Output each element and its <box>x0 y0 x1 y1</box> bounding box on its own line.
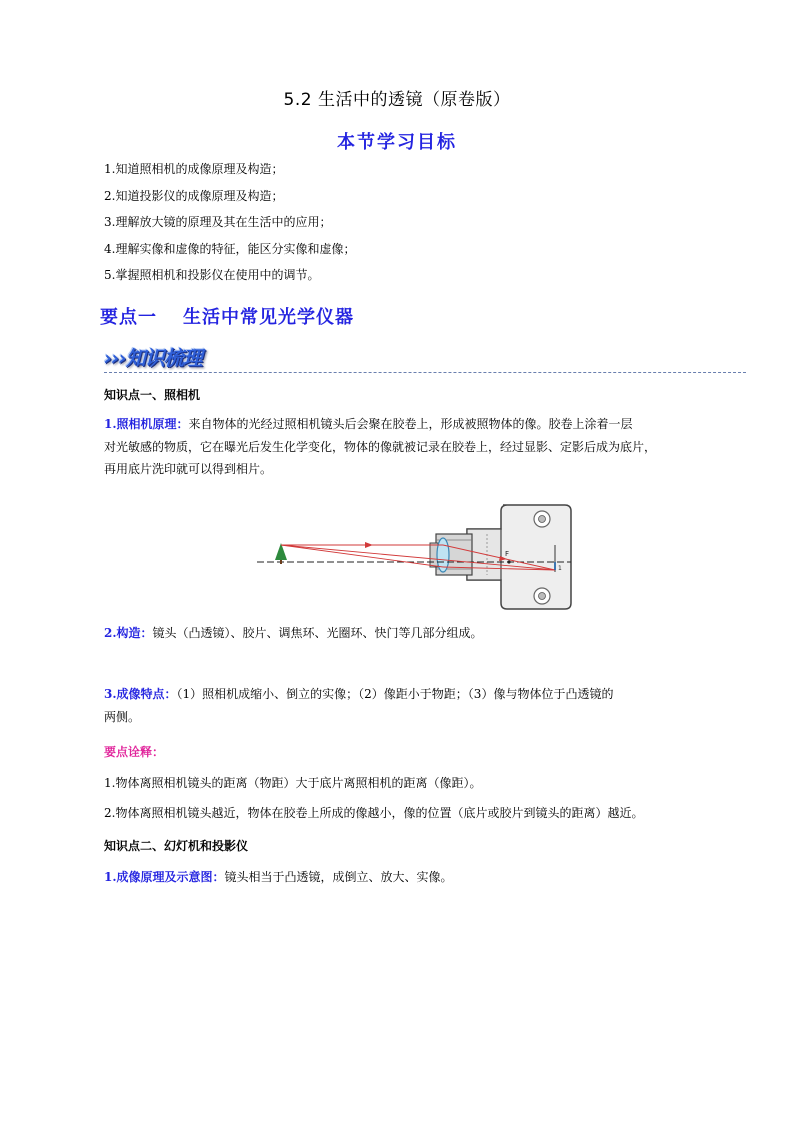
goal-item: 2.知道投影仪的成像原理及构造； <box>104 188 284 203</box>
knowledge-point-2-heading: 知识点二、幻灯机和投影仪 <box>104 839 249 853</box>
knowledge-banner-text: ›››知识梳理 <box>104 346 202 370</box>
image-label: 1 <box>558 565 562 572</box>
key-notes-label: 要点诠释： <box>104 745 165 759</box>
knowledge-banner <box>104 342 202 371</box>
projector-principle-paragraph <box>104 866 724 889</box>
goal-item: 4.理解实像和虚像的特征，能区分实像和虚像； <box>104 241 356 256</box>
note-item: 1.物体离照相机镜头的距离（物距）大于底片离照相机的距离（像距）。 <box>104 776 482 790</box>
section-name: 生活中常见光学仪器 <box>183 307 354 328</box>
page-title: 5.2 生活中的透镜（原卷版） <box>283 90 511 110</box>
imaging-features-label: 3.成像特点： <box>104 687 177 701</box>
camera-diagram <box>255 500 573 614</box>
camera-structure-label: 2.构造： <box>104 626 153 640</box>
projector-principle-text: 镜头相当于凸透镜，成倒立、放大、实像。 <box>224 870 453 884</box>
camera-principle-line-2: 对光敏感的物质，它在曝光后发生化学变化，物体的像就被记录在胶卷上，经过显影、定影后成为底片， <box>104 439 657 454</box>
imaging-features-paragraph <box>104 683 724 728</box>
imaging-features-line-2: 两侧。 <box>104 709 141 724</box>
learning-goals-heading: 本节学习目标 <box>337 132 457 153</box>
camera-principle-label: 1.照相机原理： <box>104 417 189 431</box>
banner-divider <box>104 372 746 373</box>
note-item: 2.物体离照相机镜头越近，物体在胶卷上所成的像越小，像的位置（底片或胶片到镜头的距离）越近。 <box>104 806 644 820</box>
camera-principle-line-3: 再用底片洗印就可以得到相片。 <box>104 462 273 476</box>
goal-item: 3.理解放大镜的原理及其在生活中的应用； <box>104 215 332 229</box>
focus-label: F <box>505 550 510 558</box>
camera-structure-text: 镜头（凸透镜）、胶片、调焦环、光圈环、快门等几部分组成。 <box>152 626 483 640</box>
learning-goals-list <box>104 159 355 292</box>
section-number: 要点一 <box>100 307 157 328</box>
camera-structure-paragraph <box>104 622 724 645</box>
imaging-features-line-1: （1）照相机成缩小、倒立的实像；（2）像距小于物距；（3）像与物体位于凸透镜的 <box>176 687 614 701</box>
projector-principle-label: 1.成像原理及示意图： <box>104 870 225 884</box>
goal-item: 1.知道照相机的成像原理及构造； <box>104 162 284 176</box>
camera-principle-paragraph <box>104 413 724 481</box>
goal-item: 5.掌握照相机和投影仪在使用中的调节。 <box>104 268 320 282</box>
section-heading <box>100 303 354 329</box>
knowledge-point-1-heading: 知识点一、照相机 <box>104 388 201 402</box>
camera-principle-line-1: 来自物体的光经过照相机镜头后会聚在胶卷上，形成被照物体的像。胶卷上涂着一层 <box>188 417 633 431</box>
